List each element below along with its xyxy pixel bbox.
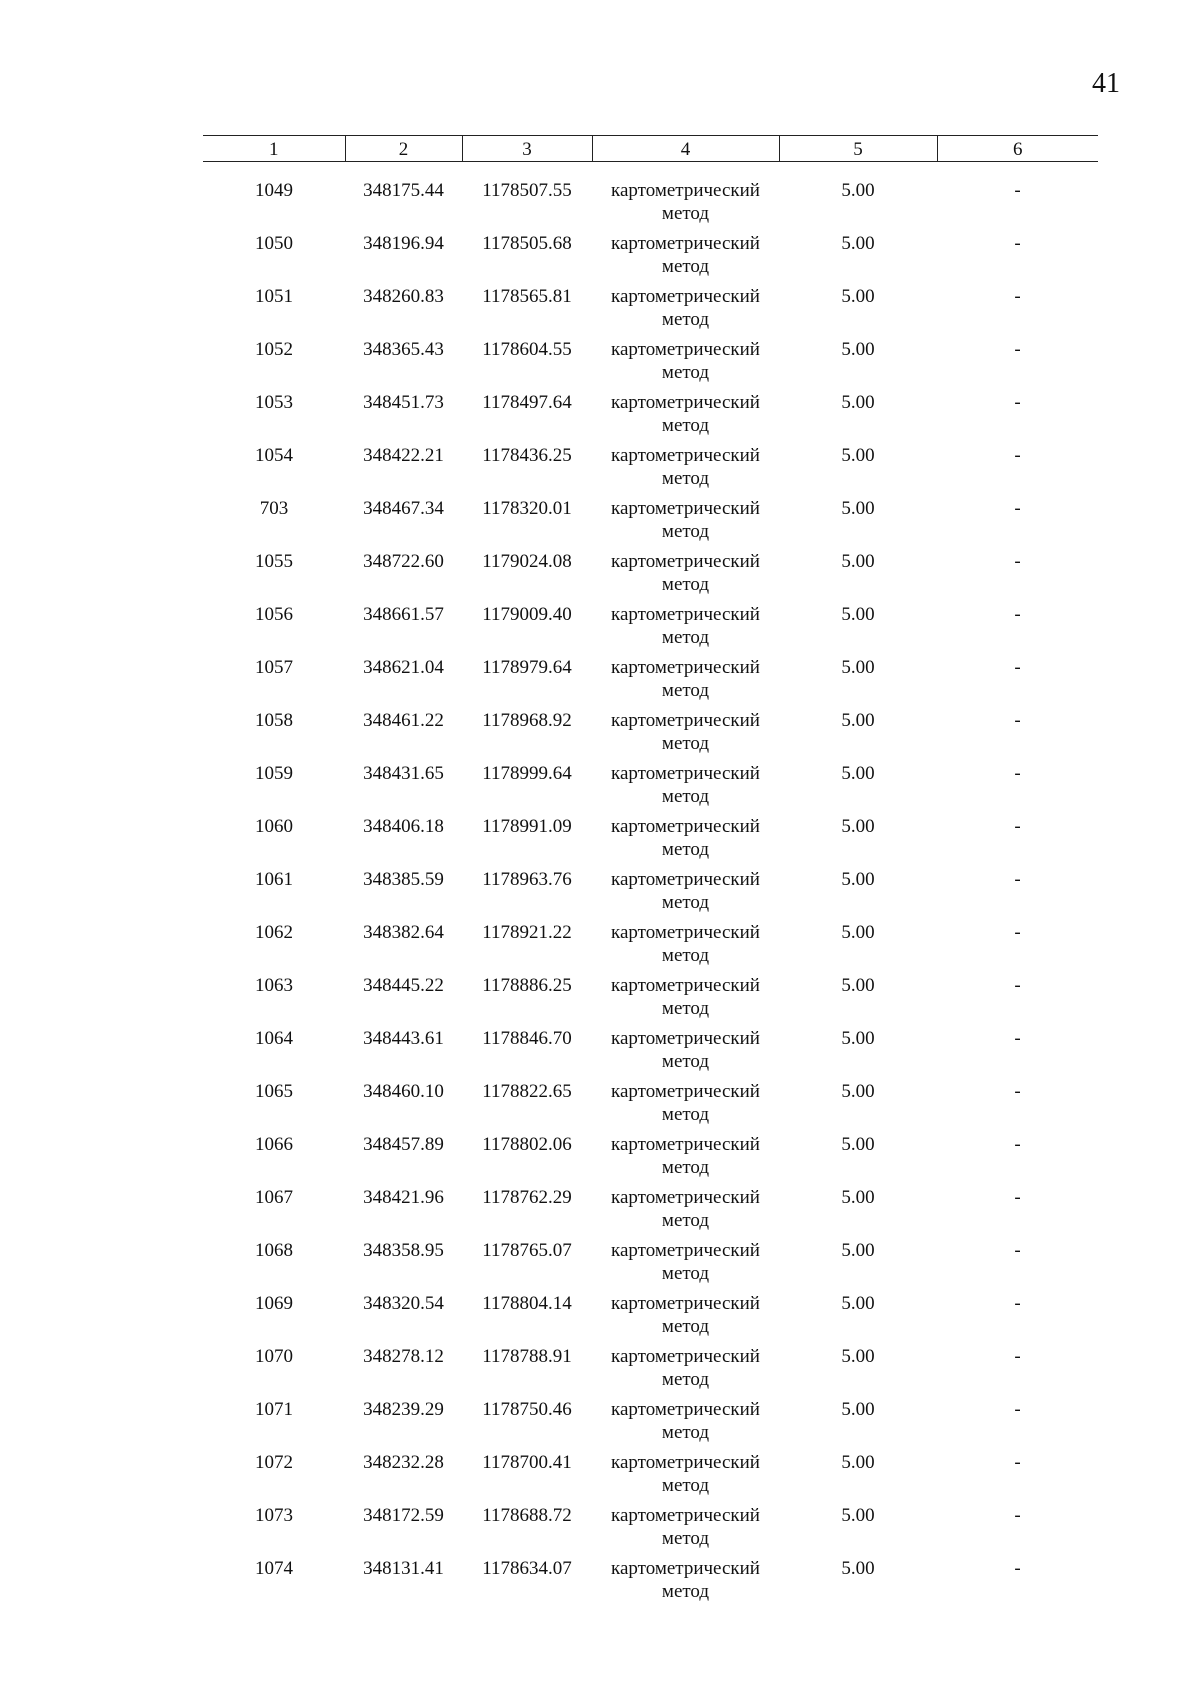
method-line-1: картометрический (611, 1346, 760, 1367)
method-line-2: метод (661, 1475, 710, 1496)
method-cell (592, 1557, 779, 1613)
method-line-2: метод (661, 1263, 710, 1284)
accuracy-cell: 5.00 (841, 604, 875, 625)
method-cell (592, 709, 779, 762)
point-cell: 1066 (255, 1134, 293, 1155)
method-line-2: метод (661, 1210, 710, 1231)
point-cell: 1049 (255, 180, 293, 201)
y-coordinate-cell: 1178999.64 (482, 763, 572, 784)
method-line-2: метод (661, 945, 710, 966)
x-coordinate-cell: 348445.22 (363, 975, 444, 996)
method-cell (592, 1504, 779, 1557)
point-cell: 1054 (255, 445, 293, 466)
note-cell: - (1014, 710, 1021, 731)
y-coordinate-cell: 1178604.55 (482, 339, 572, 360)
note-cell: - (1014, 1399, 1021, 1420)
point-cell: 703 (259, 498, 289, 519)
x-coordinate-cell: 348421.96 (363, 1187, 444, 1208)
method-line-2: метод (661, 892, 710, 913)
x-coordinate-cell: 348239.29 (363, 1399, 444, 1420)
point-cell: 1057 (255, 657, 293, 678)
y-coordinate-cell: 1178507.55 (482, 180, 572, 201)
y-coordinate-cell: 1178822.65 (482, 1081, 572, 1102)
method-cell (592, 1451, 779, 1504)
accuracy-cell: 5.00 (841, 445, 875, 466)
method-line-2: метод (661, 1528, 710, 1549)
y-coordinate-cell: 1178436.25 (482, 445, 572, 466)
table-row (203, 285, 1098, 338)
method-line-2: метод (661, 1104, 710, 1125)
point-cell: 1059 (255, 763, 293, 784)
x-coordinate-cell: 348431.65 (363, 763, 444, 784)
x-coordinate-cell: 348422.21 (363, 445, 444, 466)
note-cell: - (1014, 1240, 1021, 1261)
method-line-1: картометрический (611, 922, 760, 943)
header-col-1: 1 (203, 136, 345, 162)
point-cell: 1071 (255, 1399, 293, 1420)
note-cell: - (1014, 1028, 1021, 1049)
x-coordinate-cell: 348382.64 (363, 922, 444, 943)
x-coordinate-cell: 348467.34 (363, 498, 444, 519)
method-line-1: картометрический (611, 339, 760, 360)
point-cell: 1062 (255, 922, 293, 943)
header-col-2: 2 (345, 136, 462, 162)
table-row (203, 232, 1098, 285)
method-cell (592, 550, 779, 603)
point-cell: 1072 (255, 1452, 293, 1473)
method-line-1: картометрический (611, 869, 760, 890)
method-cell (592, 444, 779, 497)
note-cell: - (1014, 551, 1021, 572)
method-line-2: метод (661, 521, 710, 542)
y-coordinate-cell: 1178886.25 (482, 975, 572, 996)
table-row (203, 656, 1098, 709)
table-row (203, 974, 1098, 1027)
header-col-5: 5 (779, 136, 937, 162)
x-coordinate-cell: 348661.57 (363, 604, 444, 625)
table-row (203, 1451, 1098, 1504)
method-line-1: картометрический (611, 1081, 760, 1102)
method-cell (592, 921, 779, 974)
table-row (203, 815, 1098, 868)
method-line-1: картометрический (611, 392, 760, 413)
table-row (203, 497, 1098, 550)
point-cell: 1051 (255, 286, 293, 307)
table-row (203, 603, 1098, 656)
y-coordinate-cell: 1178765.07 (482, 1240, 572, 1261)
accuracy-cell: 5.00 (841, 816, 875, 837)
note-cell: - (1014, 1187, 1021, 1208)
x-coordinate-cell: 348451.73 (363, 392, 444, 413)
point-cell: 1052 (255, 339, 293, 360)
method-cell (592, 285, 779, 338)
point-cell: 1065 (255, 1081, 293, 1102)
method-cell (592, 656, 779, 709)
x-coordinate-cell: 348358.95 (363, 1240, 444, 1261)
point-cell: 1060 (255, 816, 293, 837)
table-row (203, 1027, 1098, 1080)
accuracy-cell: 5.00 (841, 1452, 875, 1473)
method-line-1: картометрический (611, 1452, 760, 1473)
y-coordinate-cell: 1179024.08 (482, 551, 572, 572)
accuracy-cell: 5.00 (841, 392, 875, 413)
method-line-1: картометрический (611, 1399, 760, 1420)
y-coordinate-cell: 1178788.91 (482, 1346, 572, 1367)
method-cell (592, 1239, 779, 1292)
method-cell (592, 391, 779, 444)
method-line-1: картометрический (611, 551, 760, 572)
point-cell: 1056 (255, 604, 293, 625)
table-row (203, 391, 1098, 444)
method-cell (592, 1133, 779, 1186)
y-coordinate-cell: 1178762.29 (482, 1187, 572, 1208)
method-line-1: картометрический (611, 1028, 760, 1049)
y-coordinate-cell: 1178804.14 (482, 1293, 572, 1314)
method-line-1: картометрический (611, 1558, 760, 1579)
point-cell: 1067 (255, 1187, 293, 1208)
y-coordinate-cell: 1178846.70 (482, 1028, 572, 1049)
method-cell (592, 603, 779, 656)
x-coordinate-cell: 348457.89 (363, 1134, 444, 1155)
header-col-4: 4 (592, 136, 779, 162)
note-cell: - (1014, 1134, 1021, 1155)
method-line-2: метод (661, 1581, 710, 1602)
note-cell: - (1014, 180, 1021, 201)
method-line-1: картометрический (611, 816, 760, 837)
table-row (203, 1292, 1098, 1345)
y-coordinate-cell: 1178750.46 (482, 1399, 572, 1420)
table-row (203, 1557, 1098, 1613)
method-cell (592, 338, 779, 391)
accuracy-cell: 5.00 (841, 1240, 875, 1261)
y-coordinate-cell: 1178565.81 (482, 286, 572, 307)
y-coordinate-cell: 1178968.92 (482, 710, 572, 731)
coordinates-table (203, 135, 1098, 1613)
method-line-1: картометрический (611, 710, 760, 731)
table-row (203, 868, 1098, 921)
x-coordinate-cell: 348196.94 (363, 233, 444, 254)
point-cell: 1050 (255, 233, 293, 254)
table-row (203, 1239, 1098, 1292)
note-cell: - (1014, 763, 1021, 784)
method-cell (592, 162, 779, 233)
method-line-2: метод (661, 468, 710, 489)
point-cell: 1053 (255, 392, 293, 413)
note-cell: - (1014, 392, 1021, 413)
method-line-1: картометрический (611, 1293, 760, 1314)
x-coordinate-cell: 348232.28 (363, 1452, 444, 1473)
x-coordinate-cell: 348385.59 (363, 869, 444, 890)
note-cell: - (1014, 498, 1021, 519)
point-cell: 1064 (255, 1028, 293, 1049)
y-coordinate-cell: 1178991.09 (482, 816, 572, 837)
x-coordinate-cell: 348365.43 (363, 339, 444, 360)
method-line-1: картометрический (611, 1240, 760, 1261)
table-header (203, 136, 1098, 162)
accuracy-cell: 5.00 (841, 1134, 875, 1155)
accuracy-cell: 5.00 (841, 710, 875, 731)
x-coordinate-cell: 348172.59 (363, 1505, 444, 1526)
accuracy-cell: 5.00 (841, 1558, 875, 1579)
note-cell: - (1014, 1452, 1021, 1473)
table-row (203, 1080, 1098, 1133)
x-coordinate-cell: 348278.12 (363, 1346, 444, 1367)
method-line-2: метод (661, 362, 710, 383)
table-row (203, 1345, 1098, 1398)
note-cell: - (1014, 1293, 1021, 1314)
point-cell: 1058 (255, 710, 293, 731)
y-coordinate-cell: 1178802.06 (482, 1134, 572, 1155)
accuracy-cell: 5.00 (841, 1505, 875, 1526)
accuracy-cell: 5.00 (841, 286, 875, 307)
table-row (203, 921, 1098, 974)
point-cell: 1063 (255, 975, 293, 996)
y-coordinate-cell: 1178921.22 (482, 922, 572, 943)
y-coordinate-cell: 1178979.64 (482, 657, 572, 678)
accuracy-cell: 5.00 (841, 498, 875, 519)
x-coordinate-cell: 348175.44 (363, 180, 444, 201)
accuracy-cell: 5.00 (841, 975, 875, 996)
page-number: 41 (1092, 68, 1120, 99)
method-line-2: метод (661, 680, 710, 701)
method-cell (592, 1027, 779, 1080)
x-coordinate-cell: 348443.61 (363, 1028, 444, 1049)
header-col-6: 6 (937, 136, 1098, 162)
accuracy-cell: 5.00 (841, 1346, 875, 1367)
method-line-1: картометрический (611, 1187, 760, 1208)
method-line-1: картометрический (611, 445, 760, 466)
x-coordinate-cell: 348722.60 (363, 551, 444, 572)
note-cell: - (1014, 1346, 1021, 1367)
method-line-2: метод (661, 733, 710, 754)
x-coordinate-cell: 348461.22 (363, 710, 444, 731)
x-coordinate-cell: 348131.41 (363, 1558, 444, 1579)
point-cell: 1074 (255, 1558, 293, 1579)
method-line-1: картометрический (611, 657, 760, 678)
method-line-2: метод (661, 786, 710, 807)
accuracy-cell: 5.00 (841, 180, 875, 201)
y-coordinate-cell: 1179009.40 (482, 604, 572, 625)
method-line-1: картометрический (611, 1505, 760, 1526)
y-coordinate-cell: 1178634.07 (482, 1558, 572, 1579)
table-row (203, 550, 1098, 603)
y-coordinate-cell: 1178963.76 (482, 869, 572, 890)
accuracy-cell: 5.00 (841, 339, 875, 360)
method-cell (592, 1292, 779, 1345)
x-coordinate-cell: 348260.83 (363, 286, 444, 307)
method-line-2: метод (661, 203, 710, 224)
method-line-2: метод (661, 998, 710, 1019)
table-row (203, 338, 1098, 391)
header-row (203, 136, 1098, 162)
accuracy-cell: 5.00 (841, 763, 875, 784)
note-cell: - (1014, 816, 1021, 837)
method-line-2: метод (661, 1051, 710, 1072)
table-row (203, 1133, 1098, 1186)
point-cell: 1061 (255, 869, 293, 890)
x-coordinate-cell: 348621.04 (363, 657, 444, 678)
method-line-2: метод (661, 256, 710, 277)
method-cell (592, 762, 779, 815)
note-cell: - (1014, 869, 1021, 890)
method-line-2: метод (661, 1422, 710, 1443)
accuracy-cell: 5.00 (841, 922, 875, 943)
method-line-1: картометрический (611, 180, 760, 201)
method-line-2: метод (661, 574, 710, 595)
table-row (203, 709, 1098, 762)
method-cell (592, 1345, 779, 1398)
note-cell: - (1014, 286, 1021, 307)
table-row (203, 762, 1098, 815)
table-row (203, 1186, 1098, 1239)
note-cell: - (1014, 975, 1021, 996)
method-line-1: картометрический (611, 498, 760, 519)
method-cell (592, 1398, 779, 1451)
point-cell: 1073 (255, 1505, 293, 1526)
note-cell: - (1014, 1505, 1021, 1526)
method-cell (592, 1080, 779, 1133)
table-row (203, 1398, 1098, 1451)
y-coordinate-cell: 1178320.01 (482, 498, 572, 519)
accuracy-cell: 5.00 (841, 551, 875, 572)
y-coordinate-cell: 1178497.64 (482, 392, 572, 413)
method-cell (592, 815, 779, 868)
method-line-2: метод (661, 309, 710, 330)
method-line-1: картометрический (611, 1134, 760, 1155)
note-cell: - (1014, 233, 1021, 254)
method-line-2: метод (661, 1157, 710, 1178)
note-cell: - (1014, 657, 1021, 678)
table-row (203, 1504, 1098, 1557)
point-cell: 1068 (255, 1240, 293, 1261)
point-cell: 1070 (255, 1346, 293, 1367)
method-cell (592, 868, 779, 921)
x-coordinate-cell: 348320.54 (363, 1293, 444, 1314)
method-cell (592, 1186, 779, 1239)
method-cell (592, 497, 779, 550)
method-line-1: картометрический (611, 233, 760, 254)
accuracy-cell: 5.00 (841, 233, 875, 254)
method-line-1: картометрический (611, 975, 760, 996)
note-cell: - (1014, 445, 1021, 466)
accuracy-cell: 5.00 (841, 1187, 875, 1208)
accuracy-cell: 5.00 (841, 1399, 875, 1420)
method-line-2: метод (661, 627, 710, 648)
accuracy-cell: 5.00 (841, 657, 875, 678)
x-coordinate-cell: 348406.18 (363, 816, 444, 837)
method-line-2: метод (661, 839, 710, 860)
table-body (203, 162, 1098, 1614)
table-row (203, 162, 1098, 233)
method-line-1: картометрический (611, 763, 760, 784)
method-line-2: метод (661, 1369, 710, 1390)
method-line-2: метод (661, 1316, 710, 1337)
y-coordinate-cell: 1178700.41 (482, 1452, 572, 1473)
note-cell: - (1014, 339, 1021, 360)
method-cell (592, 232, 779, 285)
note-cell: - (1014, 922, 1021, 943)
method-line-2: метод (661, 415, 710, 436)
header-col-3: 3 (462, 136, 592, 162)
table-row (203, 444, 1098, 497)
method-line-1: картометрический (611, 604, 760, 625)
method-cell (592, 974, 779, 1027)
accuracy-cell: 5.00 (841, 1081, 875, 1102)
accuracy-cell: 5.00 (841, 869, 875, 890)
note-cell: - (1014, 604, 1021, 625)
accuracy-cell: 5.00 (841, 1028, 875, 1049)
point-cell: 1055 (255, 551, 293, 572)
y-coordinate-cell: 1178688.72 (482, 1505, 572, 1526)
y-coordinate-cell: 1178505.68 (482, 233, 572, 254)
method-line-1: картометрический (611, 286, 760, 307)
note-cell: - (1014, 1081, 1021, 1102)
point-cell: 1069 (255, 1293, 293, 1314)
note-cell: - (1014, 1558, 1021, 1579)
accuracy-cell: 5.00 (841, 1293, 875, 1314)
x-coordinate-cell: 348460.10 (363, 1081, 444, 1102)
